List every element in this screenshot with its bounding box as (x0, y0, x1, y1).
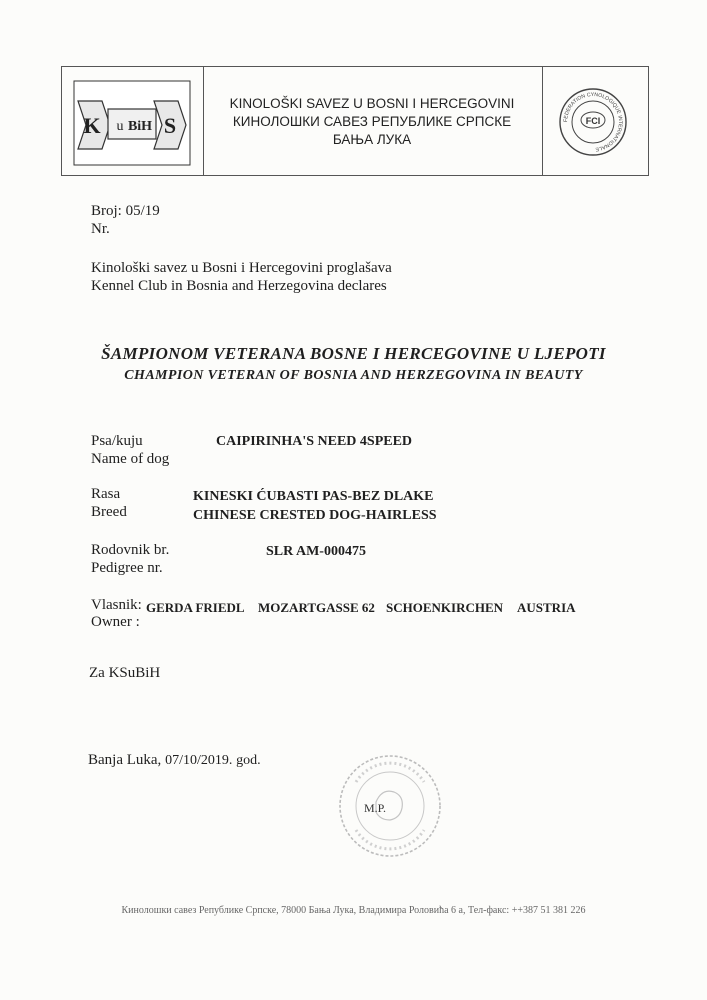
breed-label-en: Breed (91, 504, 127, 520)
owner-label-local: Vlasnik: (91, 597, 142, 613)
organization-name (207, 95, 537, 149)
breed-label-local: Rasa (91, 486, 121, 502)
pedigree-number: SLR AM-000475 (266, 544, 366, 559)
dog-name: CAIPIRINHA'S NEED 4SPEED (216, 434, 413, 449)
footer-address: Кинолошки савез Републике Српске, 78000 Бања Лука, Владимира Роловића 6 а, Тел-факс: ++387 51 381 226 (121, 905, 586, 916)
owner-label-en: Owner : (91, 614, 140, 630)
certificate-title: ŠAMPIONOM VETERANA BOSNE I HERCEGOVINE U LJEPOTI (101, 344, 606, 363)
stamp-mp-text: M.P. (364, 801, 387, 815)
date-suffix: god. (236, 753, 261, 768)
number-label (91, 202, 160, 220)
org-name-cyrillic: КИНОЛОШКИ САВЕЗ РЕПУБЛИКЕ СРПСКЕ (232, 114, 512, 129)
breed-value-local: KINESKI ĆUBASTI PAS-BEZ DLAKE (193, 489, 434, 504)
logo-letter-s: S (163, 113, 177, 138)
number-label-en: Nr. (91, 221, 110, 237)
pedigree-label-local: Rodovnik br. (91, 542, 170, 558)
owner-street: MOZARTGASSE 62 (258, 600, 375, 615)
letterhead (61, 66, 649, 176)
kubih-logo (68, 79, 196, 167)
fci-logo (558, 87, 628, 157)
org-city: БАЊА ЛУКА (332, 132, 412, 147)
logo-letter-u: u (116, 119, 124, 134)
header-divider-left (203, 67, 204, 175)
number-label-local: Broj: (91, 203, 122, 219)
official-stamp (336, 752, 444, 860)
org-name-latin: KINOLOŠKI SAVEZ U BOSNI I HERCEGOVINI (229, 96, 515, 111)
pedigree-label-en: Pedigree nr. (91, 560, 163, 576)
breed-value-en: CHINESE CRESTED DOG-HAIRLESS (193, 508, 437, 523)
signature-for: Za KSuBiH (89, 665, 161, 681)
owner-name: GERDA FRIEDL (146, 600, 245, 615)
logo-letter-k: K (83, 113, 101, 138)
header-divider-right (542, 67, 543, 175)
owner-city: SCHOENKIRCHEN (386, 600, 504, 615)
declaration-local: Kinološki savez u Bosni i Hercegovini proglašava (91, 260, 392, 276)
dog-label-local: Psa/kuju (91, 433, 143, 449)
number-value: 05/19 (125, 203, 160, 219)
place: Banja Luka, (88, 752, 162, 768)
owner-country: AUSTRIA (517, 600, 576, 615)
place-date (88, 751, 261, 770)
declaration-en: Kennel Club in Bosnia and Herzegovina declares (91, 278, 387, 294)
date: 07/10/2019. (165, 753, 233, 768)
fci-ring-text: FEDERATION CYNOLOGIQUE INTERNATIONALE (562, 91, 624, 152)
fci-center-text: FCI (585, 116, 601, 126)
logo-letters-bih: BiH (127, 119, 153, 134)
dog-label-en: Name of dog (91, 451, 170, 467)
certificate-title-en: CHAMPION VETERAN OF BOSNIA AND HERZEGOVINA IN BEAUTY (124, 368, 583, 383)
